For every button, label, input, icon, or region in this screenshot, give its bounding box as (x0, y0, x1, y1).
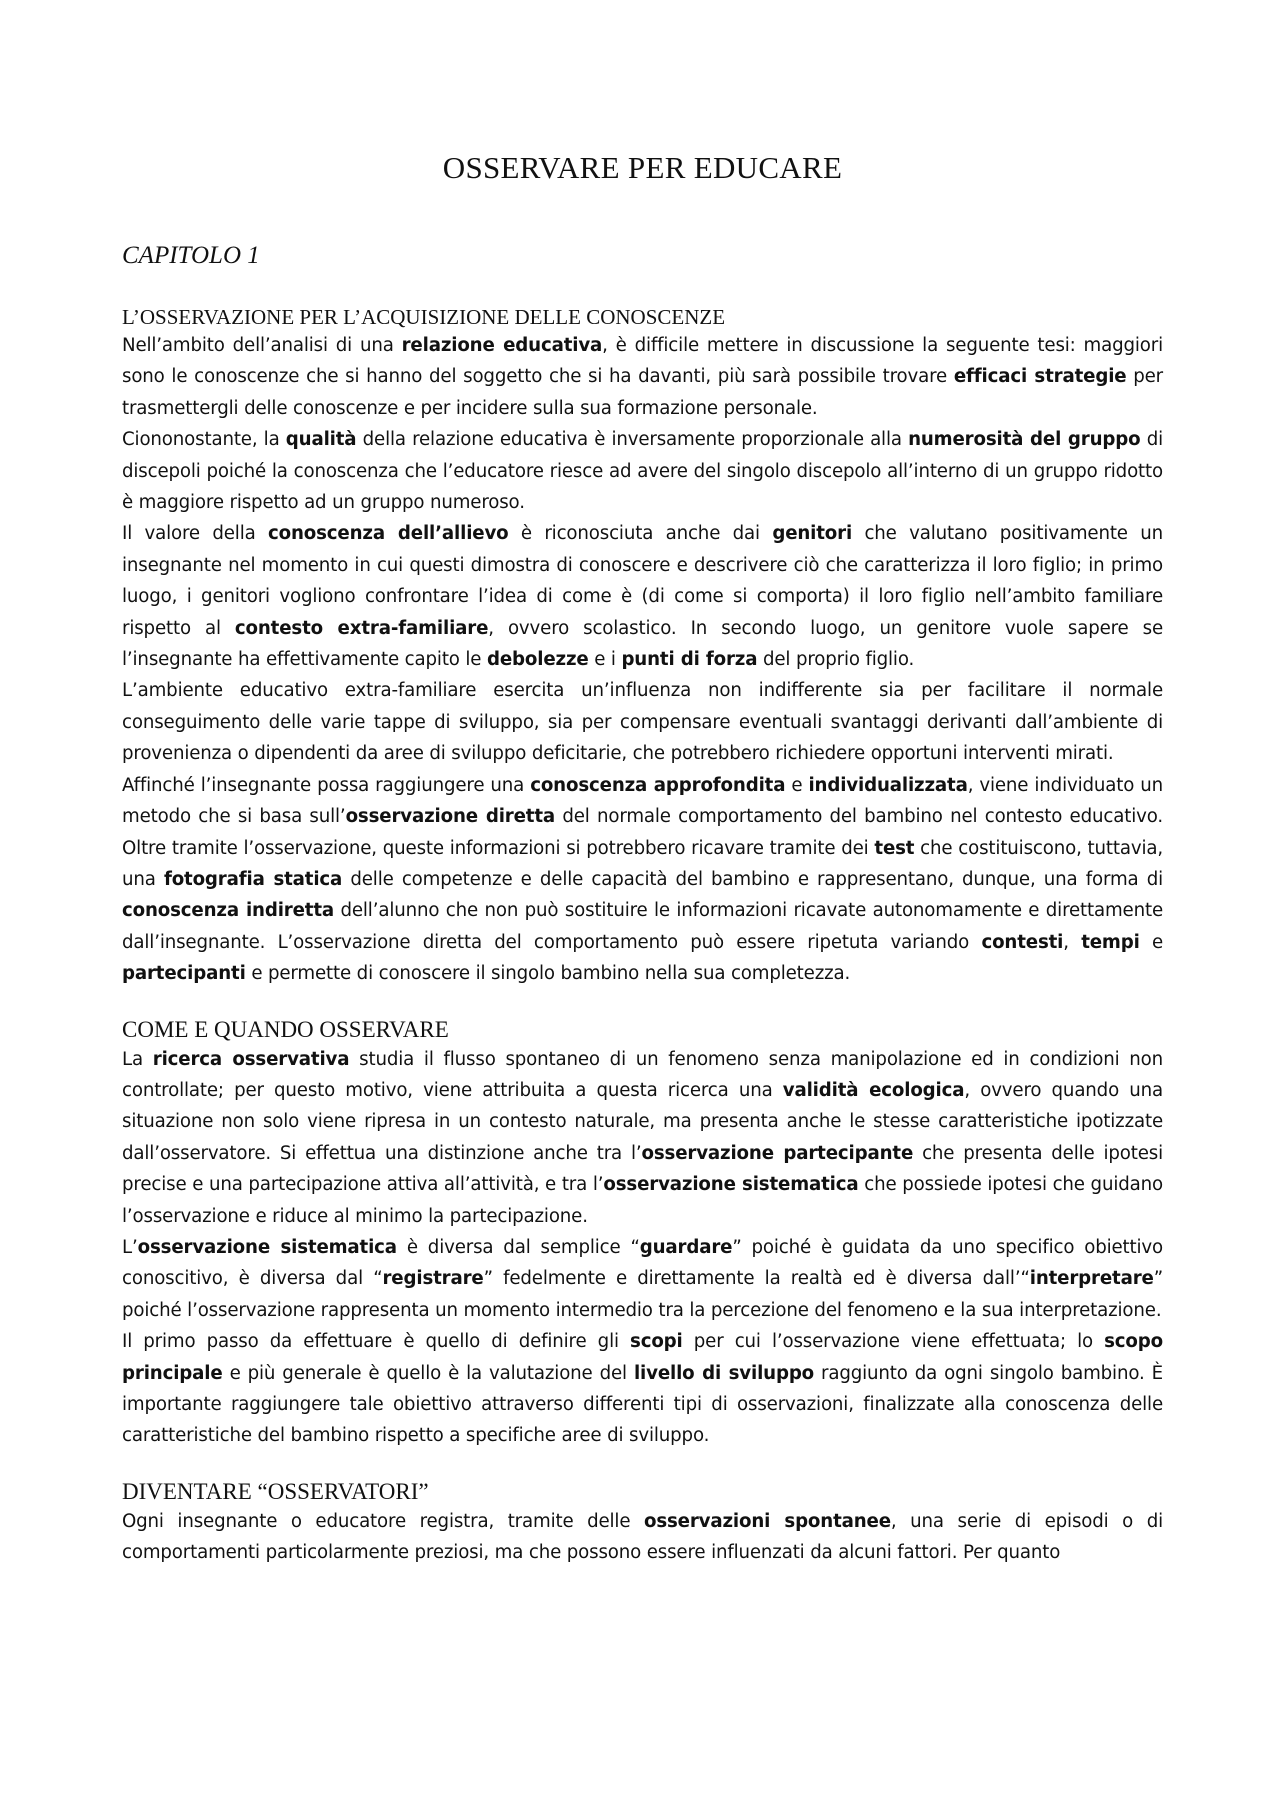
bold-term: ricerca osservativa (152, 1048, 350, 1070)
bold-term: test (874, 837, 915, 859)
paragraph (122, 770, 1163, 990)
text-run: e (785, 774, 809, 796)
text-run: delle competenze e delle capacità del bambino e rappresentano, dunque, una forma di (342, 868, 1163, 890)
bold-term: scopi (630, 1331, 683, 1353)
section-come-quando-osservare (122, 1016, 1163, 1452)
text-run: Nell’ambito dell’analisi di una (122, 335, 402, 356)
text-run: , ovvero quando una situazione non solo viene ripresa in un contesto naturale, ma presenta anche le stesse caratteristiche ipotizzate dall’osservatore. Si effettua una distinzione anche tra l’ (122, 1079, 1163, 1164)
text-run: e i (588, 649, 622, 671)
text-run: , è difficile mettere in discussione la seguente tesi: maggiori sono le conoscenze che si hanno del soggetto che si ha davanti, più sarà possibile trovare (122, 335, 1163, 388)
text-run: ” poiché l’osservazione rappresenta un momento intermedio tra la percezione del fenomeno e la sua interpretazione. (122, 1268, 1163, 1321)
bold-term: contesto extra-familiare (234, 617, 489, 639)
bold-term: osservazione partecipante (641, 1142, 914, 1164)
text-run: Affinché l’insegnante possa raggiungere una (122, 774, 531, 796)
text-run: studia il flusso spontaneo di un fenomeno senza manipolazione ed in condizioni non controllate; per questo motivo, viene attribuita a questa ricerca una (122, 1048, 1164, 1101)
text-run: ” poiché è guidata da uno specifico obiettivo conoscitivo, è diversa dal “ (122, 1236, 1164, 1290)
section-body (122, 1044, 1163, 1452)
paragraph (122, 1326, 1163, 1452)
text-run: La (122, 1048, 153, 1070)
text-run: di discepoli poiché la conoscenza che l’educatore riesce ad avere del singolo discepolo all’interno di un gruppo ridotto è maggiore rispetto ad un gruppo numeroso. (122, 429, 1163, 514)
bold-term: conoscenza approfondita (530, 774, 786, 796)
text-run: , una serie di episodi o di comportamenti particolarmente preziosi, ma che possono essere influenzati da alcuni fattori. Per quanto (122, 1510, 1164, 1564)
text-run: e permette di conoscere il singolo bambino nella sua completezza. (245, 963, 851, 985)
bold-term: efficaci strategie (953, 366, 1127, 388)
bold-term: osservazione sistematica (603, 1174, 859, 1196)
text-run: L’ (122, 1236, 138, 1258)
text-run: e più generale è quello è la valutazione del (222, 1362, 634, 1384)
section-body (122, 1506, 1163, 1569)
bold-term: validità ecologica (782, 1079, 965, 1101)
section-heading: COME E QUANDO OSSERVARE (122, 1016, 449, 1042)
bold-term: individualizzata (808, 774, 968, 796)
text-run: , (1063, 931, 1082, 953)
text-run: è riconosciuta anche dai (508, 523, 773, 545)
section-body (122, 330, 1163, 990)
text-run: L’ambiente educativo extra-familiare esercita un’influenza non indifferente sia per facilitare il normale conseguimento delle varie tappe di sviluppo, sia per compensare eventuali svantaggi derivanti dall’ambiente di provenienza o dipendenti da aree di sviluppo deficitarie, che potrebbero richiedere opportuni interventi mirati. (122, 680, 1163, 765)
text-run: Ciononostante, la (122, 429, 286, 451)
bold-term: qualità (285, 429, 357, 451)
bold-term: interpretare (1029, 1268, 1154, 1290)
paragraph (122, 424, 1163, 518)
bold-term: numerosità del gruppo (908, 429, 1141, 451)
bold-term: scopo principale (122, 1331, 1163, 1384)
bold-term: genitori (772, 523, 853, 545)
bold-term: osservazione sistematica (137, 1236, 397, 1258)
bold-term: osservazione diretta (345, 806, 555, 828)
bold-term: registrare (382, 1268, 484, 1290)
text-run: della relazione educativa è inversamente proporzionale alla (356, 429, 909, 451)
text-run: ” fedelmente e direttamente la realtà ed è diversa dall’“ (483, 1268, 1030, 1290)
text-run: che presenta delle ipotesi precise e una partecipazione attiva all’attività, e tra l’ (122, 1142, 1163, 1196)
section-heading: L’OSSERVAZIONE PER L’ACQUISIZIONE DELLE CONOSCENZE (122, 305, 726, 329)
section-diventare-osservatori (122, 1478, 1163, 1569)
paragraph (122, 518, 1163, 675)
text-run: del proprio figlio. (757, 649, 915, 671)
text-run: , viene individuato un metodo che si basa sull’ (122, 774, 1164, 828)
text-run: per cui l’osservazione viene effettuata; lo (682, 1331, 1105, 1353)
bold-term: conoscenza indiretta (122, 900, 335, 922)
text-run: che valutano positivamente un insegnante nel momento in cui questi dimostra di conoscere e descrivere ciò che caratterizza il loro figlio; in primo luogo, i genitori vogliono confrontare l’idea di come è (di come si comporta) il loro figlio nell’ambito familiare rispetto al (122, 523, 1163, 639)
text-run: che costituiscono, tuttavia, una (122, 837, 1163, 890)
bold-term: partecipanti (122, 963, 246, 985)
text-run: , ovvero scolastico. In secondo luogo, un genitore vuole sapere se l’insegnante ha effettivamente capito le (122, 617, 1163, 671)
text-run: del normale comportamento del bambino nel contesto educativo. Oltre tramite l’osservazione, queste informazioni si potrebbero ricavare tramite dei (122, 806, 1164, 859)
document-title: OSSERVARE PER EDUCARE (442, 150, 843, 185)
section-heading: DIVENTARE “OSSERVATORI” (122, 1478, 429, 1504)
paragraph (122, 1232, 1163, 1326)
section-acquisizione-conoscenze (122, 304, 1163, 990)
bold-term: fotografia statica (163, 868, 343, 890)
bold-term: osservazioni spontanee (643, 1510, 891, 1532)
bold-term: relazione educativa (401, 335, 603, 356)
bold-term: tempi (1081, 931, 1140, 953)
text-run: Il primo passo da effettuare è quello di definire gli (122, 1331, 631, 1353)
paragraph (122, 1506, 1163, 1569)
text-run: raggiunto da ogni singolo bambino. È importante raggiungere tale obiettivo attraverso differenti tipi di osservazioni, finalizzate alla conoscenza delle caratteristiche del bambino rispetto a specifiche aree di sviluppo. (122, 1362, 1163, 1447)
bold-term: punti di forza (621, 649, 758, 671)
bold-term: livello di sviluppo (633, 1362, 815, 1384)
text-run: dell’alunno che non può sostituire le informazioni ricavate autonomamente e direttamente dall’insegnante. L’osservazione diretta del comportamento può essere ripetuta variando (122, 900, 1163, 953)
text-run: Ogni insegnante o educatore registra, tramite delle (122, 1510, 644, 1532)
paragraph (122, 1044, 1163, 1232)
text-run: che possiede ipotesi che guidano l’osservazione e riduce al minimo la partecipazione. (122, 1174, 1163, 1227)
paragraph (122, 675, 1163, 769)
bold-term: debolezze (486, 649, 589, 671)
paragraph (122, 330, 1163, 424)
text-run: è diversa dal semplice “ (396, 1236, 640, 1258)
bold-term: contesti (981, 931, 1064, 953)
chapter-heading: CAPITOLO 1 (122, 242, 260, 269)
text-run: e (1139, 931, 1164, 953)
text-run: per trasmettergli delle conoscenze e per incidere sulla sua formazione personale. (122, 366, 1164, 419)
text-run: Il valore della (122, 523, 268, 545)
bold-term: guardare (639, 1236, 733, 1258)
bold-term: conoscenza dell’allievo (268, 523, 509, 545)
